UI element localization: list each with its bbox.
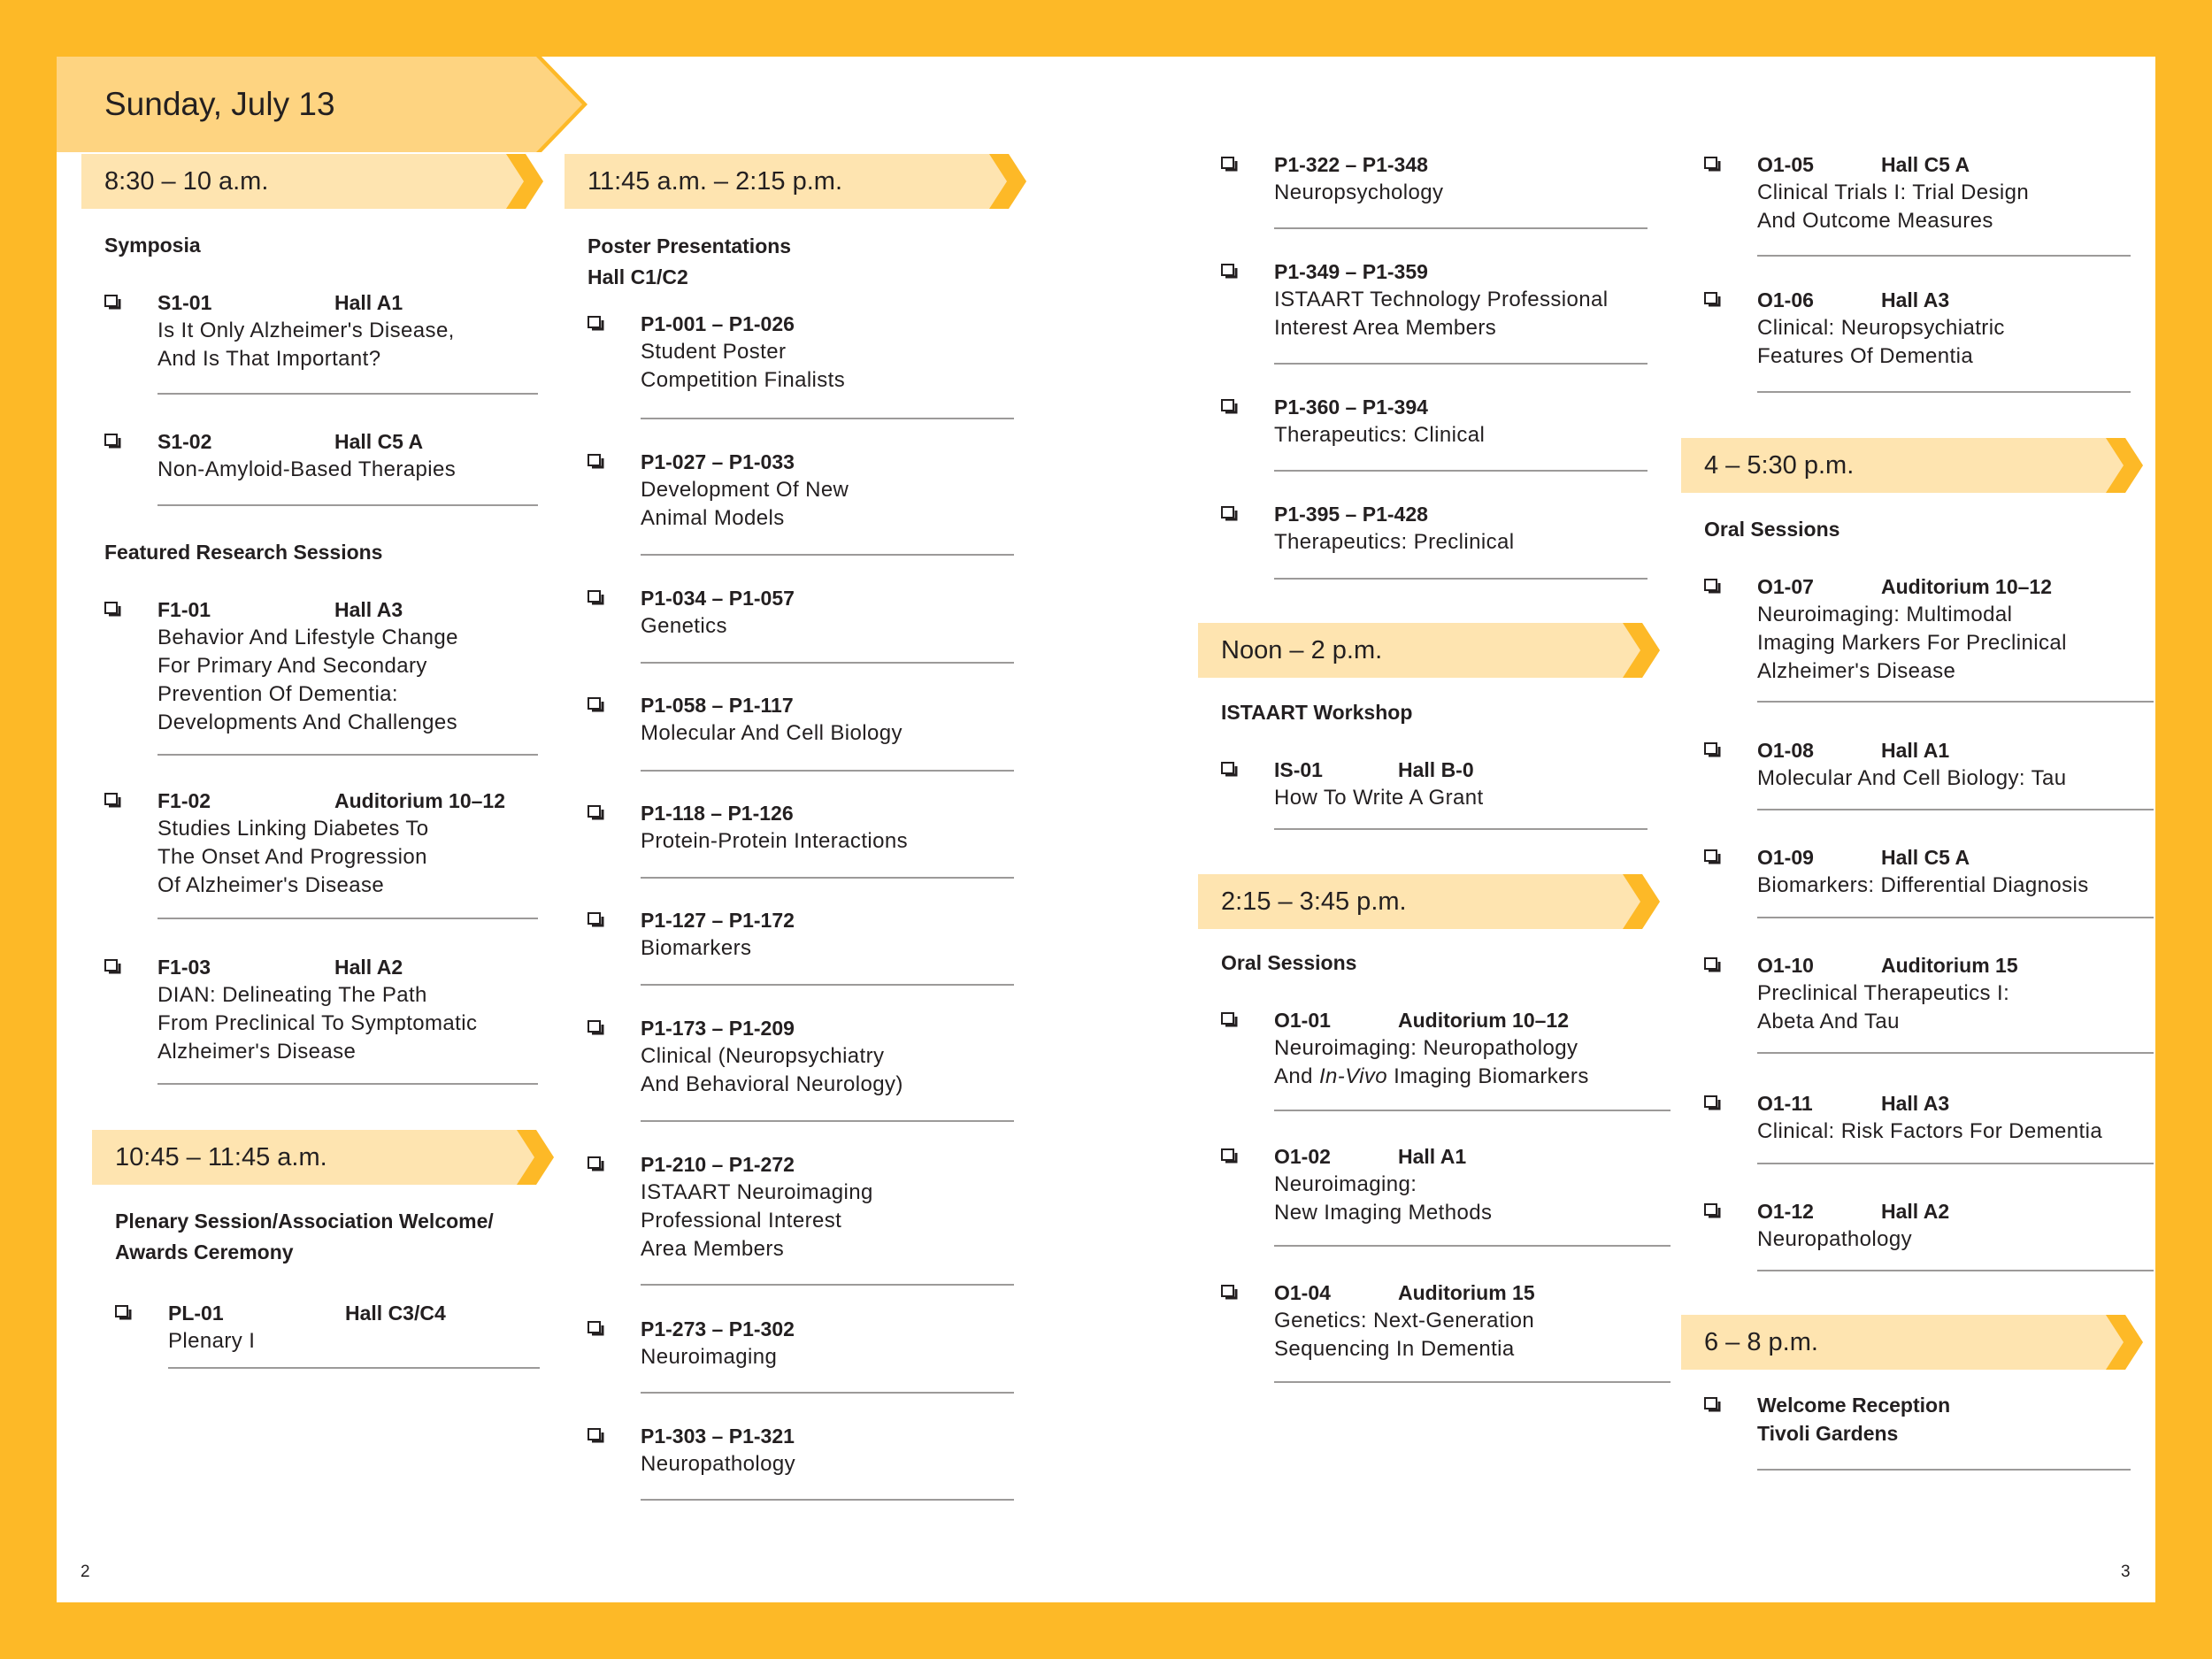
checkbox-icon[interactable] (588, 316, 604, 331)
session-hall: Hall A3 (334, 598, 403, 621)
checkbox-icon[interactable] (588, 454, 604, 469)
divider (1757, 1163, 2154, 1164)
checkbox-icon[interactable] (1221, 264, 1238, 279)
session-hall: Hall A1 (1881, 739, 1950, 762)
poster-title: Neuroimaging (641, 1345, 778, 1369)
section-heading-plenary-line2: Awards Ceremony (115, 1240, 294, 1263)
day-banner (57, 57, 534, 152)
session-title: Molecular And Cell Biology: Tau (1757, 766, 2067, 790)
event-location: Tivoli Gardens (1757, 1422, 1899, 1445)
session-code: O1-02 (1274, 1145, 1331, 1168)
chevron-right-icon (501, 1130, 554, 1185)
poster-title: Biomarkers (641, 936, 752, 960)
time-band-label: 11:45 a.m. – 2:15 p.m. (588, 167, 843, 196)
time-band-1145 (565, 154, 1007, 209)
session-code: IS-01 (1274, 758, 1323, 781)
checkbox-icon[interactable] (1704, 742, 1721, 757)
checkbox-icon[interactable] (1704, 292, 1721, 307)
session-hall: Auditorium 10–12 (1398, 1009, 1569, 1032)
poster-range: P1-303 – P1-321 (641, 1425, 795, 1448)
chevron-right-icon (1607, 874, 1660, 929)
session-hall: Hall C5 A (1881, 153, 1970, 176)
poster-title: Therapeutics: Preclinical (1274, 530, 1515, 554)
checkbox-icon[interactable] (1704, 1095, 1721, 1110)
checkbox-icon[interactable] (588, 1020, 604, 1035)
checkbox-icon[interactable] (588, 697, 604, 712)
time-band-label: 8:30 – 10 a.m. (104, 167, 269, 196)
session-code: O1-12 (1757, 1200, 1814, 1223)
session-code: F1-02 (157, 789, 211, 812)
session-title (1274, 1034, 1589, 1091)
session-title-line1: Neuroimaging: Neuropathology (1274, 1036, 1578, 1060)
poster-title: Neuropathology (641, 1452, 796, 1476)
divider (641, 877, 1014, 879)
poster-range: P1-173 – P1-209 (641, 1017, 795, 1040)
session-code: O1-11 (1757, 1092, 1813, 1115)
poster-range: P1-058 – P1-117 (641, 694, 794, 717)
checkbox-icon[interactable] (588, 912, 604, 927)
session-code: O1-09 (1757, 846, 1814, 869)
divider (1274, 578, 1647, 580)
session-hall: Auditorium 15 (1881, 954, 2018, 977)
page-number-right: 3 (2121, 1563, 2131, 1581)
session-hall: Hall A3 (1881, 288, 1950, 311)
session-title-part: Imaging Biomarkers (1387, 1064, 1589, 1088)
divider (157, 1083, 538, 1085)
checkbox-icon[interactable] (104, 959, 121, 974)
divider (641, 1284, 1014, 1286)
divider (641, 1120, 1014, 1122)
session-title: Clinical Trials I: Trial Design And Outcome Measures (1757, 180, 2030, 233)
chevron-right-icon (490, 154, 543, 209)
checkbox-icon[interactable] (1704, 579, 1721, 594)
checkbox-icon[interactable] (588, 590, 604, 605)
divider (1757, 255, 2131, 257)
time-band-label: 10:45 – 11:45 a.m. (115, 1143, 327, 1171)
divider (1757, 809, 2154, 810)
divider (1274, 227, 1647, 229)
divider (641, 1499, 1014, 1501)
session-title: Non-Amyloid-Based Therapies (157, 457, 457, 481)
checkbox-icon[interactable] (1221, 1012, 1238, 1027)
checkbox-icon[interactable] (1704, 849, 1721, 864)
session-hall: Hall C3/C4 (345, 1302, 446, 1325)
divider (1757, 917, 2154, 918)
poster-title: Molecular And Cell Biology (641, 721, 902, 745)
divider (1757, 701, 2154, 703)
divider (1274, 828, 1647, 830)
checkbox-icon[interactable] (104, 793, 121, 808)
divider (1757, 1469, 2131, 1471)
section-heading-istaart: ISTAART Workshop (1221, 701, 1413, 724)
divider (1274, 1110, 1671, 1111)
divider (157, 754, 538, 756)
session-title: DIAN: Delineating The Path From Preclinical To Symptomatic Alzheimer's Disease (157, 983, 478, 1064)
page-number-left: 2 (81, 1563, 90, 1581)
session-code: PL-01 (168, 1302, 224, 1325)
divider (1274, 470, 1647, 472)
session-code: O1-07 (1757, 575, 1814, 598)
checkbox-icon[interactable] (1221, 1148, 1238, 1164)
checkbox-icon[interactable] (104, 295, 121, 310)
session-hall: Hall B-0 (1398, 758, 1474, 781)
event-title: Welcome Reception (1757, 1394, 1951, 1417)
poster-title: Clinical (Neuropsychiatry And Behavioral Neurology) (641, 1044, 903, 1096)
poster-title: Therapeutics: Clinical (1274, 423, 1486, 447)
poster-range: P1-322 – P1-348 (1274, 153, 1428, 176)
poster-range: P1-001 – P1-026 (641, 312, 795, 335)
time-band-noon (1198, 623, 1640, 678)
session-code: O1-05 (1757, 153, 1814, 176)
session-code: F1-03 (157, 956, 211, 979)
session-title: Clinical: Risk Factors For Dementia (1757, 1119, 2103, 1143)
session-code: O1-08 (1757, 739, 1814, 762)
session-title: Clinical: Neuropsychiatric Features Of Dementia (1757, 316, 2005, 368)
time-band-label: Noon – 2 p.m. (1221, 636, 1383, 664)
divider (1274, 1245, 1671, 1247)
session-title-italic: In-Vivo (1318, 1064, 1388, 1088)
divider (1274, 1381, 1671, 1383)
divider (641, 662, 1014, 664)
divider (157, 504, 538, 506)
session-code: S1-02 (157, 430, 212, 453)
session-hall: Hall C5 A (334, 430, 424, 453)
session-title: Neuropathology (1757, 1227, 1913, 1251)
session-title: Studies Linking Diabetes To The Onset And Progression Of Alzheimer's Disease (157, 817, 429, 897)
divider (641, 1392, 1014, 1394)
divider (641, 418, 1014, 419)
session-title: Behavior And Lifestyle Change For Primary And Secondary Prevention Of Dementia: Developments And Challenges (157, 626, 458, 734)
time-band-0600 (1681, 1315, 2124, 1370)
poster-title: Neuropsychology (1274, 180, 1444, 204)
checkbox-icon[interactable] (1704, 157, 1721, 172)
divider (1757, 1270, 2154, 1271)
poster-range: P1-210 – P1-272 (641, 1153, 795, 1176)
divider (641, 984, 1014, 986)
session-title: Plenary I (168, 1329, 256, 1353)
checkbox-icon[interactable] (588, 1156, 604, 1171)
session-hall: Hall A2 (334, 956, 403, 979)
session-title: Biomarkers: Differential Diagnosis (1757, 873, 2089, 897)
session-title: Preclinical Therapeutics I: Abeta And Tau (1757, 981, 2010, 1033)
checkbox-icon[interactable] (588, 805, 604, 820)
divider (641, 554, 1014, 556)
time-band-0830 (81, 154, 524, 209)
section-heading-posters-hall: Hall C1/C2 (588, 265, 688, 288)
poster-title: Student Poster Competition Finalists (641, 340, 846, 392)
time-band-0215 (1198, 874, 1640, 929)
session-title: How To Write A Grant (1274, 786, 1484, 810)
checkbox-icon[interactable] (1221, 399, 1238, 414)
checkbox-icon[interactable] (1221, 762, 1238, 777)
session-title: Is It Only Alzheimer's Disease, And Is That Important? (157, 319, 455, 371)
poster-range: P1-027 – P1-033 (641, 450, 795, 473)
time-band-label: 2:15 – 3:45 p.m. (1221, 887, 1407, 916)
session-hall: Auditorium 15 (1398, 1281, 1535, 1304)
divider (168, 1367, 540, 1369)
poster-range: P1-395 – P1-428 (1274, 503, 1428, 526)
session-code: O1-04 (1274, 1281, 1331, 1304)
checkbox-icon[interactable] (1221, 506, 1238, 521)
time-band-1045 (92, 1130, 534, 1185)
checkbox-icon[interactable] (588, 1321, 604, 1336)
checkbox-icon[interactable] (1221, 157, 1238, 172)
poster-range: P1-034 – P1-057 (641, 587, 795, 610)
day-title: Sunday, July 13 (104, 86, 335, 122)
program-spread (57, 57, 2155, 1602)
session-hall: Auditorium 10–12 (1881, 575, 2052, 598)
chevron-right-icon (973, 154, 1026, 209)
checkbox-icon[interactable] (1704, 957, 1721, 972)
section-heading-posters: Poster Presentations (588, 234, 792, 257)
session-title: Neuroimaging: New Imaging Methods (1274, 1172, 1493, 1225)
checkbox-icon[interactable] (588, 1428, 604, 1443)
poster-title: Genetics (641, 614, 727, 638)
chevron-right-icon (2090, 1315, 2143, 1370)
chevron-right-icon (2090, 438, 2143, 493)
time-band-label: 6 – 8 p.m. (1704, 1328, 1818, 1356)
session-title-part: And (1274, 1064, 1319, 1088)
chevron-right-icon (517, 57, 588, 152)
section-heading-oral-2: Oral Sessions (1704, 518, 1840, 541)
session-hall: Auditorium 10–12 (334, 789, 505, 812)
poster-title: ISTAART Neuroimaging Professional Interest Area Members (641, 1180, 873, 1261)
checkbox-icon[interactable] (1704, 1397, 1721, 1412)
poster-range: P1-349 – P1-359 (1274, 260, 1428, 283)
divider (1757, 391, 2131, 393)
checkbox-icon[interactable] (1704, 1203, 1721, 1218)
poster-title: Development Of New Animal Models (641, 478, 849, 530)
section-heading-oral: Oral Sessions (1221, 951, 1357, 974)
time-band-label: 4 – 5:30 p.m. (1704, 451, 1855, 480)
session-code: F1-01 (157, 598, 211, 621)
divider (1757, 1052, 2154, 1054)
poster-range: P1-127 – P1-172 (641, 909, 795, 932)
session-title: Genetics: Next-Generation Sequencing In Dementia (1274, 1309, 1535, 1361)
session-hall: Hall A2 (1881, 1200, 1950, 1223)
session-hall: Hall C5 A (1881, 846, 1970, 869)
divider (641, 770, 1014, 772)
poster-title: Protein-Protein Interactions (641, 829, 909, 853)
section-heading-symposia: Symposia (104, 234, 201, 257)
session-code: O1-06 (1757, 288, 1814, 311)
session-title: Neuroimaging: Multimodal Imaging Markers For Preclinical Alzheimer's Disease (1757, 603, 2067, 683)
chevron-right-icon (1607, 623, 1660, 678)
divider (157, 918, 538, 919)
poster-range: P1-360 – P1-394 (1274, 396, 1428, 419)
session-code: O1-10 (1757, 954, 1814, 977)
session-hall: Hall A1 (334, 291, 403, 314)
session-hall: Hall A3 (1881, 1092, 1950, 1115)
session-hall: Hall A1 (1398, 1145, 1467, 1168)
session-code: S1-01 (157, 291, 212, 314)
checkbox-icon[interactable] (104, 602, 121, 617)
poster-title: ISTAART Technology Professional Interest Area Members (1274, 288, 1609, 340)
checkbox-icon[interactable] (104, 434, 121, 449)
section-heading-plenary: Plenary Session/Association Welcome/ (115, 1210, 494, 1233)
poster-range: P1-118 – P1-126 (641, 802, 794, 825)
section-heading-featured: Featured Research Sessions (104, 541, 383, 564)
divider (1274, 363, 1647, 365)
poster-range: P1-273 – P1-302 (641, 1317, 795, 1340)
checkbox-icon[interactable] (1221, 1285, 1238, 1300)
time-band-0400 (1681, 438, 2124, 493)
session-code: O1-01 (1274, 1009, 1331, 1032)
checkbox-icon[interactable] (115, 1305, 132, 1320)
divider (157, 393, 538, 395)
